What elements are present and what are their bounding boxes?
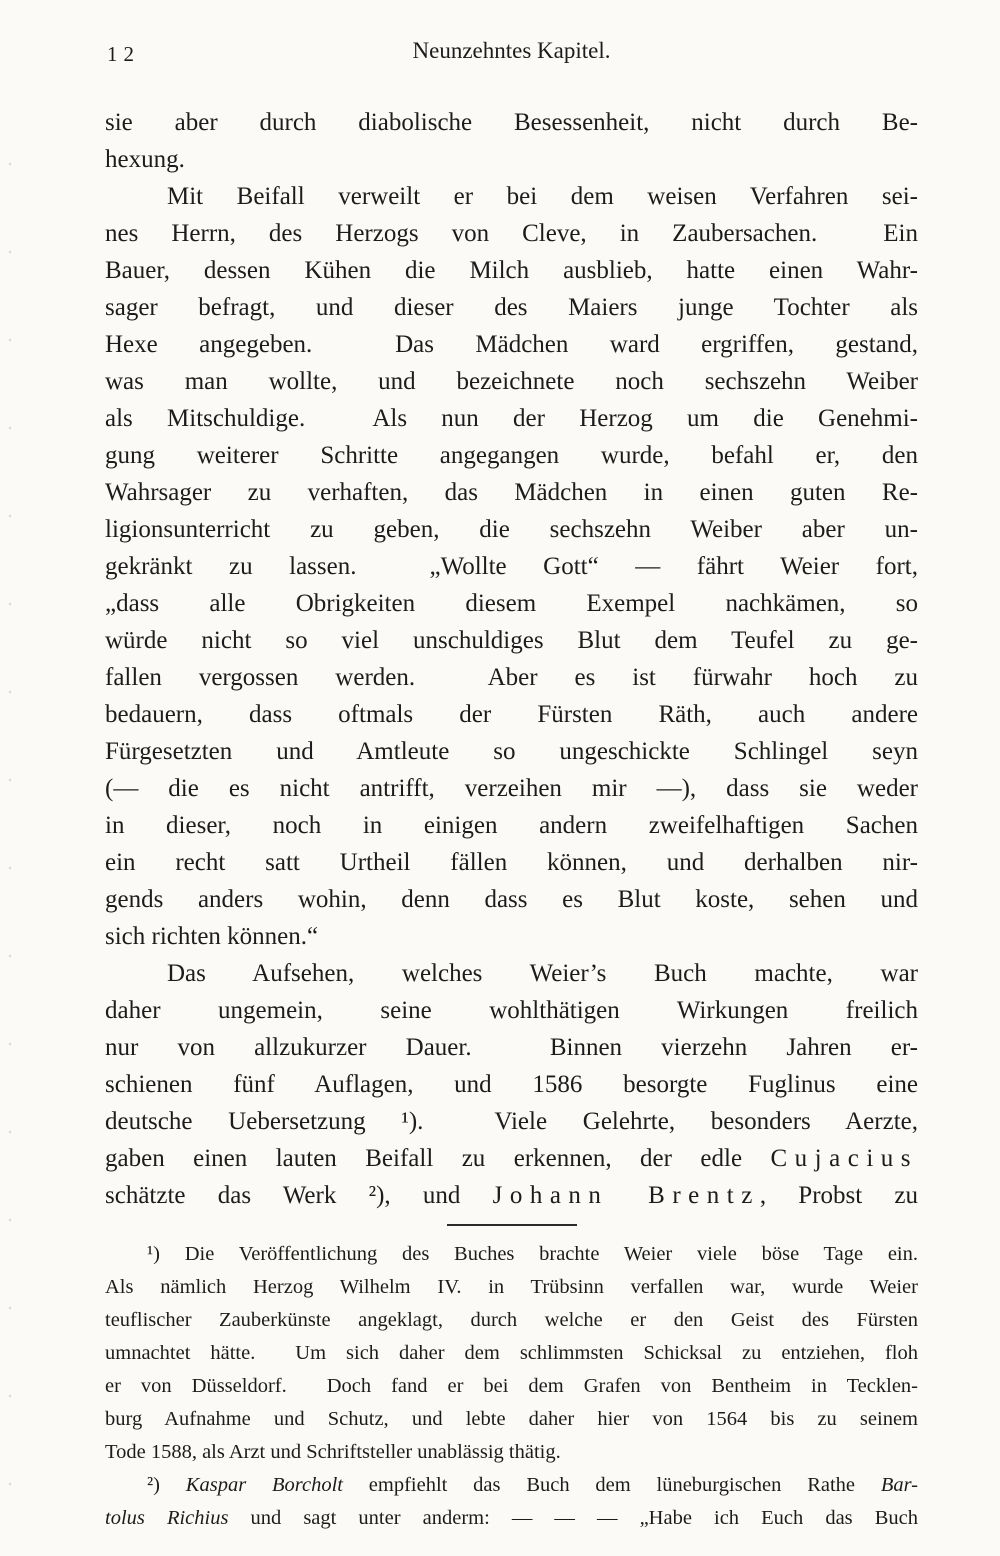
text-run: gends anders wohin, denn dass es Blut koste, sehen und (105, 886, 918, 913)
text-run: und sagt unter anderm: — — — „Habe ich Euch das Buch (228, 1507, 918, 1529)
text-line (105, 770, 918, 807)
text-run: Das Aufsehen, welches Weier’s Buch machte, war (167, 960, 918, 987)
text-run: Fürgesetzten und Amtleute so ungeschickte Schlingel seyn (105, 738, 918, 765)
text-line (105, 548, 918, 585)
text-run: Tode 1588, als Arzt und Schriftsteller unablässig thätig. (105, 1441, 561, 1463)
text-line (105, 363, 918, 400)
text-line (105, 1502, 918, 1535)
text-line (105, 289, 918, 326)
page-header (105, 38, 918, 70)
footnote (105, 1238, 918, 1469)
text-run: Bauer, dessen Kühen die Milch ausblieb, hatte einen Wahr- (105, 257, 918, 284)
chapter-title: Neunzehntes Kapitel. (412, 38, 611, 63)
text-run: (— die es nicht antrifft, verzeihen mir —), dass sie weder (105, 775, 918, 802)
text-line (105, 215, 918, 252)
text-line (105, 1436, 918, 1469)
text-run: empfiehlt das Buch dem lüneburgischen Rathe (342, 1474, 881, 1496)
text-run: was man wollte, und bezeichnete noch sechszehn Weiber (105, 368, 918, 395)
text-run: sich richten können.“ (105, 923, 319, 950)
text-line (105, 1403, 918, 1436)
italic-text: tolus Richius (105, 1507, 229, 1529)
text-run: fallen vergossen werden. Aber es ist fürwahr hoch zu (105, 664, 918, 691)
text-line (105, 1103, 918, 1140)
text-line (105, 1271, 918, 1304)
text-run: Als nämlich Herzog Wilhelm IV. in Trübsinn verfallen war, wurde Weier (105, 1276, 918, 1298)
text-run: als Mitschuldige. Als nun der Herzog um die Genehmi- (105, 405, 918, 432)
text-line (105, 1238, 918, 1271)
text-line (105, 437, 918, 474)
text-line (105, 1177, 918, 1214)
text-run: Wahrsager zu verhaften, das Mädchen in einen guten Re- (105, 479, 918, 506)
text-line (105, 696, 918, 733)
footnotes (105, 1238, 918, 1535)
text-line (105, 807, 918, 844)
text-run: Mit Beifall verweilt er bei dem weisen Verfahren sei- (167, 183, 918, 210)
text-line (105, 622, 918, 659)
scan-noise (7, 120, 12, 1496)
text-line (105, 1370, 918, 1403)
text-line (105, 844, 918, 881)
text-run: gekränkt zu lassen. „Wollte Gott“ — fährt Weier fort, (105, 553, 918, 580)
text-run: ²) (147, 1474, 186, 1496)
letterspaced-text: Cujacius (770, 1145, 918, 1172)
text-run: in dieser, noch in einigen andern zweifelhaftigen Sachen (105, 812, 918, 839)
footnote (105, 1469, 918, 1535)
text-line (105, 474, 918, 511)
paragraph (105, 178, 918, 955)
text-run: schienen fünf Auflagen, und 1586 besorgte Fuglinus eine (105, 1071, 918, 1098)
text-line (105, 141, 918, 178)
text-line (105, 1304, 918, 1337)
letterspaced-text: Johann Brentz (492, 1182, 760, 1209)
italic-text: Kaspar Borcholt (185, 1474, 343, 1496)
text-run: daher ungemein, seine wohlthätigen Wirkungen freilich (105, 997, 918, 1024)
text-run: , Probst zu (759, 1182, 919, 1209)
text-run: sie aber durch diabolische Besessenheit, nicht durch Be- (105, 109, 918, 136)
text-run: ¹) Die Veröffentlichung des Buches brachte Weier viele böse Tage ein. (147, 1243, 918, 1265)
text-run: er von Düsseldorf. Doch fand er bei dem Grafen von Bentheim in Tecklen- (105, 1375, 918, 1397)
text-line (105, 400, 918, 437)
text-line (105, 585, 918, 622)
paragraph (105, 104, 918, 178)
text-line (105, 1029, 918, 1066)
text-run: nes Herrn, des Herzogs von Cleve, in Zaubersachen. Ein (105, 220, 918, 247)
text-line (105, 1469, 918, 1502)
text-line (105, 918, 918, 955)
text-line (105, 1066, 918, 1103)
text-run: bedauern, dass oftmals der Fürsten Räth, auch andere (105, 701, 918, 728)
text-line (105, 659, 918, 696)
paragraph (105, 955, 918, 1214)
text-run: burg Aufnahme und Schutz, und lebte daher hier von 1564 bis zu seinem (105, 1408, 918, 1430)
text-run: nur von allzukurzer Dauer. Binnen vierzehn Jahren er- (105, 1034, 918, 1061)
text-line (105, 733, 918, 770)
text-run: würde nicht so viel unschuldiges Blut dem Teufel zu ge- (105, 627, 918, 654)
page-number: 12 (107, 42, 140, 66)
text-run: deutsche Uebersetzung ¹). Viele Gelehrte, besonders Aerzte, (105, 1108, 918, 1135)
text-run: umnachtet hätte. Um sich daher dem schlimmsten Schicksal zu entziehen, floh (105, 1342, 918, 1364)
body-text (105, 104, 918, 1214)
text-line (105, 881, 918, 918)
text-line (105, 992, 918, 1029)
text-run: ein recht satt Urtheil fällen können, und derhalben nir- (105, 849, 918, 876)
footnote-separator (447, 1224, 577, 1226)
text-line (105, 1140, 918, 1177)
text-line (105, 104, 918, 141)
text-line (105, 1337, 918, 1370)
text-run: gaben einen lauten Beifall zu erkennen, der edle (105, 1145, 771, 1172)
text-run: hexung. (105, 146, 185, 173)
text-run: Hexe angegeben. Das Mädchen ward ergriffen, gestand, (105, 331, 918, 358)
text-line (105, 178, 918, 215)
text-run: „dass alle Obrigkeiten diesem Exempel nachkämen, so (105, 590, 918, 617)
text-run: teuflischer Zauberkünste angeklagt, durch welche er den Geist des Fürsten (105, 1309, 918, 1331)
text-line (105, 955, 918, 992)
text-run: ligionsunterricht zu geben, die sechszehn Weiber aber un- (105, 516, 918, 543)
text-line (105, 326, 918, 363)
text-run: sager befragt, und dieser des Maiers junge Tochter als (105, 294, 918, 321)
text-line (105, 252, 918, 289)
text-line (105, 511, 918, 548)
text-run: schätzte das Werk ²), und (105, 1182, 493, 1209)
italic-text: Bar- (880, 1474, 919, 1496)
text-run: gung weiterer Schritte angegangen wurde, befahl er, den (105, 442, 918, 469)
